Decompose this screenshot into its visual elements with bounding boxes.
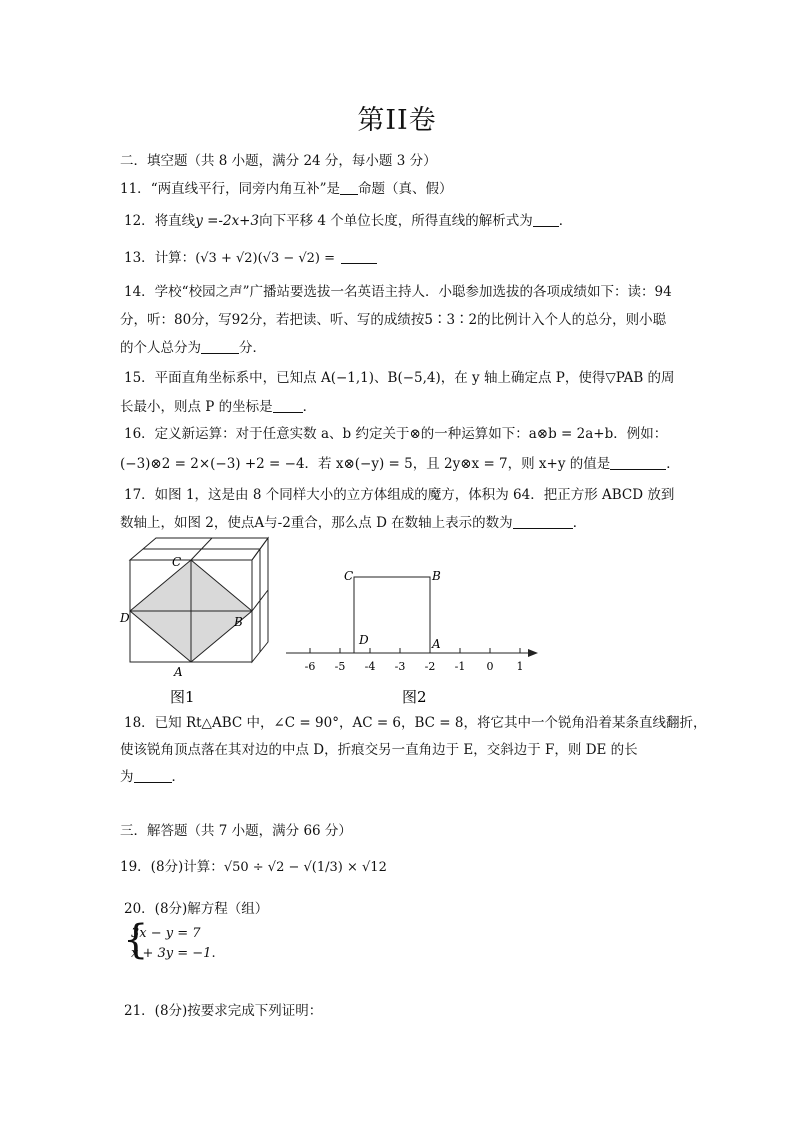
number-line-tick-label: -1 xyxy=(454,660,466,673)
q20-equation-1: 3x − y = 7 xyxy=(131,926,201,941)
q12-blank xyxy=(533,212,559,227)
section-3-heading: 三．解答题（共 7 小题，满分 66 分） xyxy=(120,823,352,839)
q18-line3-pre: 为 xyxy=(120,769,134,785)
number-line-tick-label: -4 xyxy=(364,660,376,673)
q20-equation-end: . xyxy=(211,946,216,961)
number-line-tick-label: -5 xyxy=(334,660,346,673)
q15-line2-end: ． xyxy=(302,399,317,415)
q17-line2-end: ． xyxy=(572,515,587,531)
q12-end: ． xyxy=(558,213,573,229)
q11-tail: 命题（真、假） xyxy=(358,181,453,197)
question-17-line-1: 17．如图 1，这是由 8 个同样大小的立方体组成的魔方，体积为 64．把正方形 ABCD 放到 xyxy=(124,487,675,503)
q17-line2-pre: 数轴上，如图 2，使点A与-2重合，那么点 D 在数轴上表示的数为 xyxy=(120,515,513,531)
number-line-ticks xyxy=(305,648,524,673)
figure-2-number-line xyxy=(280,560,542,708)
q12-expr: y =-2x+3 xyxy=(195,213,260,229)
q19-pre: 19．(8分)计算： xyxy=(120,859,224,875)
section-2-heading: 二．填空题（共 8 小题，满分 24 分，每小题 3 分） xyxy=(120,153,437,169)
figure-1-cube xyxy=(116,530,276,710)
q16-blank xyxy=(610,455,666,470)
q15-line2-pre: 长最小，则点 P 的坐标是 xyxy=(120,399,273,415)
question-12 xyxy=(124,212,572,230)
q16-line2-end: ． xyxy=(666,456,680,472)
fig1-caption: 图1 xyxy=(170,688,195,706)
q20-equation-2 xyxy=(131,946,216,961)
fig2-label-d: D xyxy=(359,633,369,647)
q17-blank xyxy=(513,514,573,529)
fig1-label-a: A xyxy=(174,665,183,679)
q16-line2-pre: (−3)⊗2 = 2×(−3) +2 = −4．若 x⊗(−y) = 5，且 2y⊗x = 7，则 x+y 的值是 xyxy=(120,456,611,472)
number-line-tick-label: 1 xyxy=(516,660,524,673)
question-19 xyxy=(120,858,387,877)
q14-line3-pre: 的个人总分为 xyxy=(120,340,201,356)
q13-blank xyxy=(341,249,377,264)
question-18-line-3 xyxy=(120,768,185,786)
fig2-label-c: C xyxy=(344,569,354,583)
q20-brace: { xyxy=(123,917,149,963)
number-line-tick-label: 0 xyxy=(486,660,494,673)
q12-number: 12． xyxy=(124,213,155,229)
q13-number: 13． xyxy=(124,250,155,266)
number-line-tick-label: -6 xyxy=(304,660,316,673)
page-title: 第II卷 xyxy=(357,105,437,136)
question-15-line-1: 15．平面直角坐标系中，已知点 A(−1,1)、B(−5,4)，在 y 轴上确定点 P，使得▽PAB 的周 xyxy=(124,370,675,386)
q11-number: 11． xyxy=(120,181,151,197)
q11-blank xyxy=(340,180,358,195)
q15-blank xyxy=(273,398,303,413)
q13-pre: 计算： xyxy=(154,250,196,266)
question-18-line-1: 18．已知 Rt△ABC 中，∠C = 90°，AC = 6，BC = 8，将它其中一个锐角沿着某条直线翻折， xyxy=(124,715,707,731)
question-14-line-1: 14．学校“校园之声”广播站要选拔一名英语主持人．小聪参加选拔的各项成绩如下：读：94 xyxy=(124,284,672,300)
question-14-line-3 xyxy=(120,339,266,357)
number-line-tick-label: -2 xyxy=(424,660,436,673)
fig2-label-a: A xyxy=(432,637,441,651)
fig1-label-c: C xyxy=(172,555,182,569)
q11-text: “两直线平行，同旁内角互补”是 xyxy=(150,181,340,197)
q18-line3-end: ． xyxy=(171,769,185,785)
fig1-label-d: D xyxy=(120,611,130,625)
q12-post: 向下平移 4 个单位长度，所得直线的解析式为 xyxy=(259,213,533,229)
q12-pre: 将直线 xyxy=(154,213,196,229)
number-line-tick-label: -3 xyxy=(394,660,406,673)
question-21: 21．(8分)按要求完成下列证明： xyxy=(124,1003,323,1019)
q18-blank xyxy=(134,768,172,783)
question-18-line-2: 使该锐角顶点落在其对边的中点 D，折痕交另一直角边于 E，交斜边于 F，则 DE 的长 xyxy=(120,742,638,758)
q20-equation-2-text: x + 3y = −1 xyxy=(131,946,212,961)
q13-expr: (√3 + √2)(√3 − √2) = xyxy=(195,251,336,266)
question-16-line-2 xyxy=(120,455,680,473)
question-15-line-2 xyxy=(120,398,316,416)
question-13 xyxy=(124,249,377,268)
fig2-label-b: B xyxy=(432,569,441,583)
fig1-label-b: B xyxy=(234,615,243,629)
question-14-line-2: 分，听：80分，写92分，若把读、听、写的成绩按5∶3∶2的比例计入个人的总分，则小聪 xyxy=(120,312,667,328)
q19-expr: √50 ÷ √2 − √(1/3) × √12 xyxy=(223,860,387,875)
question-16-line-1: 16．定义新运算：对于任意实数 a、b 约定关于⊗的一种运算如下：a⊗b = 2a+b．例如： xyxy=(124,426,668,442)
fig2-caption: 图2 xyxy=(402,688,427,706)
question-11 xyxy=(120,180,453,198)
q14-blank xyxy=(201,339,239,354)
question-20: 20．(8分)解方程（组） xyxy=(124,901,269,917)
q14-line3-end: 分． xyxy=(239,340,266,356)
